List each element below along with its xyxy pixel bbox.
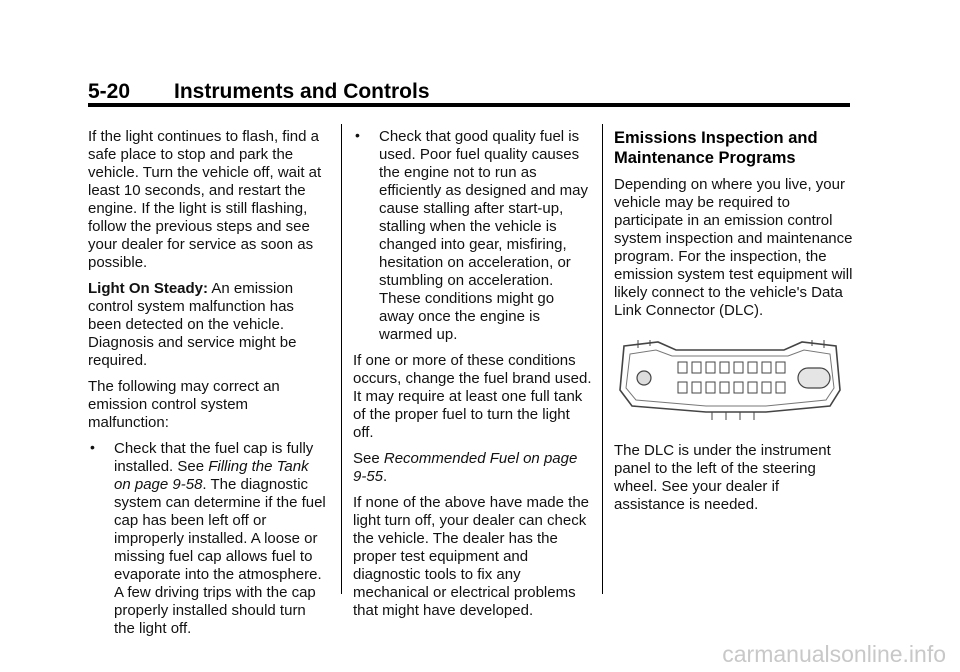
light-on-steady-text: An emission control system malfunction has been detected on the vehicle. Diagnosis and service might be required. (88, 280, 297, 369)
lead-light-on-steady: Light On Steady: (88, 280, 208, 297)
see-period: . (383, 468, 388, 485)
bullet-fuel-cap-text-b: . The diagnostic system can determine if the fuel cap has been left off or improperly installed. A loose or missing fuel cap allows fuel to evaporate into the atmosphere. A few driving trips with the cap properly installed should turn the light off. (114, 476, 326, 637)
watermark-text: carmanualsonline.info (722, 641, 946, 667)
dlc-connector-icon (616, 336, 844, 426)
bullet-dot: • (355, 127, 360, 143)
column-divider-1 (341, 124, 342, 594)
paragraph-dlc-location: The DLC is under the instrument panel to the left of the steering wheel. See your dealer if assistance is needed. (614, 442, 831, 513)
paragraph-change-fuel-brand: If one or more of these conditions occurs, change the fuel brand used. It may require at least one full tank of the proper fuel to turn the light off. (353, 352, 592, 441)
paragraph-light-on-steady (88, 280, 328, 370)
link-filling-the-tank[interactable]: Filling the Tank on page 9-58 (114, 458, 309, 493)
bullet-dot: • (90, 439, 95, 455)
see-label: See (353, 450, 384, 467)
column-2 (353, 128, 593, 628)
section-heading-emissions-inspection: Emissions Inspection and Maintenance Programs (614, 129, 818, 167)
paragraph-dealer-check: If none of the above have made the light turn off, your dealer can check the vehicle. The dealer has the proper test equipment and diagnostic tools to fix any mechanical or electrical problems that might have developed. (353, 494, 590, 619)
page-number: 5-20 (88, 80, 131, 103)
paragraph-see-recommended-fuel (353, 450, 593, 486)
header-rule (88, 103, 850, 107)
paragraph-flash: If the light continues to flash, find a safe place to stop and park the vehicle. Turn the vehicle off, wait at least 10 seconds, and restart the engine. If the light is still flashing, follow the previous steps and see your dealer for service as soon as possible. (88, 128, 322, 271)
section-title: Instruments and Controls (174, 80, 430, 103)
column-divider-2 (602, 124, 603, 594)
paragraph-emissions-program: Depending on where you live, your vehicle may be required to participate in an emission control system inspection and maintenance program. For the inspection, the emission system test equipment will likely connect to the vehicle's Data Link Connector (DLC). (614, 176, 853, 319)
bullet-fuel-cap-text-a: Check that the fuel cap is fully installed. See (114, 440, 314, 475)
dlc-connector-illustration (616, 336, 844, 426)
bullet-fuel-quality (353, 128, 593, 344)
link-recommended-fuel[interactable]: Recommended Fuel on page 9-55 (353, 450, 578, 485)
bullet-fuel-quality-text: Check that good quality fuel is used. Poor fuel quality causes the engine not to run as efficiently as designed and may cause stalling after start-up, stalling when the vehicle is changed into gear, misfiring, hesitation on acceleration, or stumbling on acceleration. These conditions might go away once the engine is warmed up. (379, 128, 589, 343)
column-1 (88, 128, 328, 646)
page-header (88, 80, 850, 104)
bullet-fuel-cap (88, 440, 328, 638)
paragraph-may-correct: The following may correct an emission control system malfunction: (88, 378, 280, 431)
column-3 (614, 128, 854, 522)
